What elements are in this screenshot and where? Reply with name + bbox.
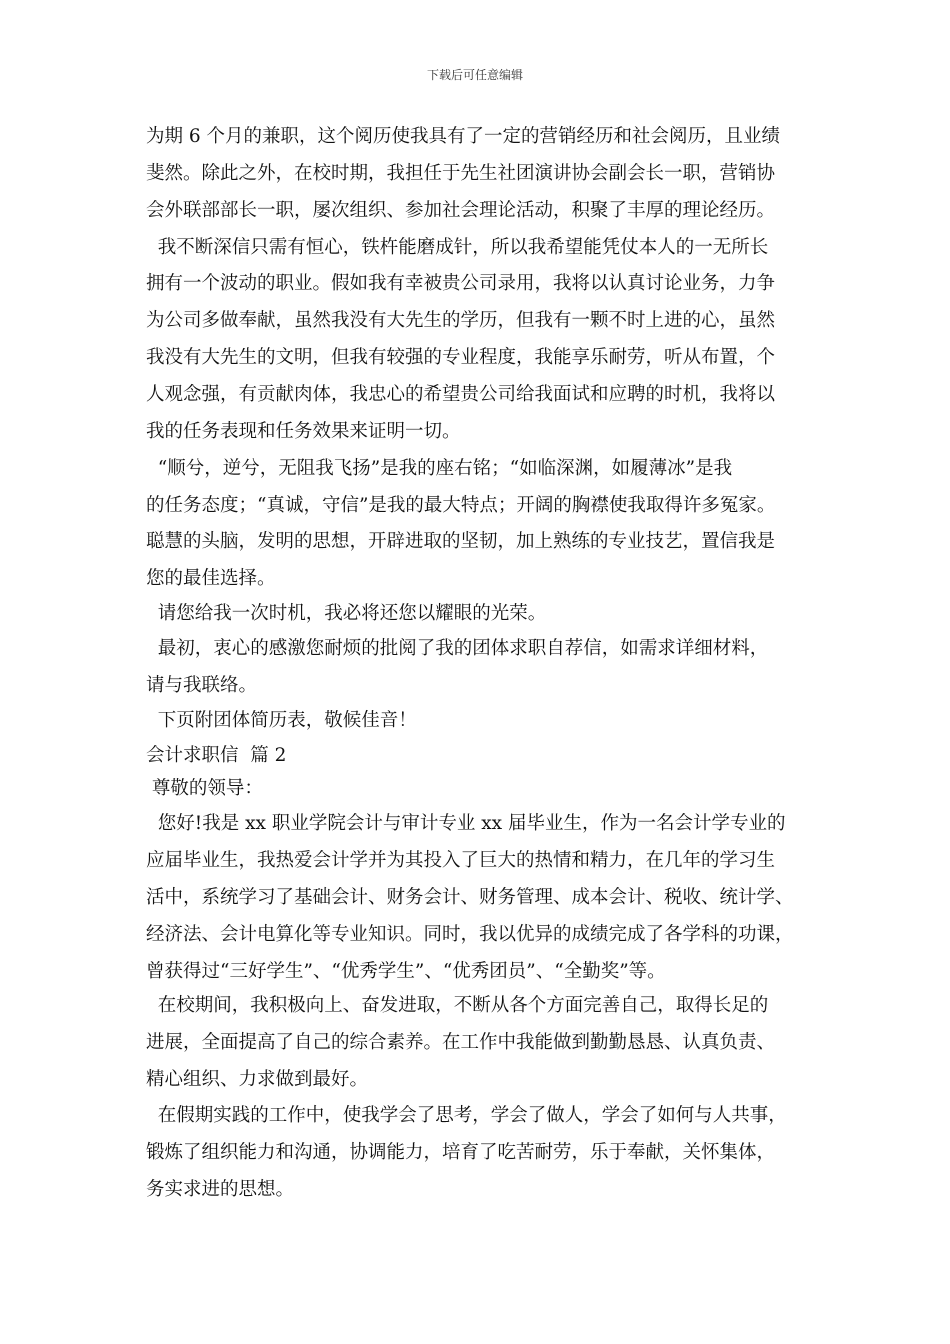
- text-line: 为期 6 个月的兼职，这个阅历使我具有了一定的营销经历和社会阅历，且业绩: [146, 126, 781, 147]
- text-line: 为公司多做奉献，虽然我没有大先生的学历，但我有一颗不时上进的心，虽然: [146, 310, 776, 331]
- text-line: 请您给我一次时机，我必将还您以耀眼的光荣。: [146, 603, 547, 624]
- page-header: 下载后可任意编辑: [426, 68, 523, 82]
- text-line: 锻炼了组织能力和沟通，协调能力，培育了吃苦耐劳，乐于奉献，关怀集体，: [146, 1142, 776, 1163]
- text-line: 我没有大先生的文明，但我有较强的专业程度，我能享乐耐劳，听从布置，个: [146, 347, 776, 368]
- text-line: 人观念强，有贡献肉体，我忠心的希望贵公司给我面试和应聘的时机，我将以: [146, 384, 776, 405]
- text-line: 精心组织、力求做到最好。: [146, 1069, 369, 1090]
- text-line: 的任务态度；“真诚，守信”是我的最大特点；开阔的胸襟使我取得许多冤家。: [146, 495, 776, 516]
- text-line: 会外联部部长一职，屡次组织、参加社会理论活动，积聚了丰厚的理论经历。: [146, 200, 776, 221]
- text-line: 务实求进的思想。: [146, 1179, 295, 1200]
- text-line: 应届毕业生，我热爱会计学并为其投入了巨大的热情和精力，在几年的学习生: [146, 850, 776, 871]
- section-title: 会计求职信 篇 2: [146, 745, 287, 766]
- text-line: 请与我联络。: [146, 675, 258, 696]
- text-line: 下页附团体简历表，敬候佳音！: [146, 710, 417, 731]
- text-line: 在假期实践的工作中，使我学会了思考，学会了做人，学会了如何与人共事，: [146, 1105, 787, 1126]
- salutation: 尊敬的领导：: [146, 778, 263, 799]
- text-line: 您好!我是 xx 职业学院会计与审计专业 xx 届毕业生，作为一名会计学专业的: [146, 813, 786, 834]
- text-line: 聪慧的头脑，发明的思想，开辟进取的坚韧，加上熟练的专业技艺，置信我是: [146, 531, 776, 552]
- text-line: 斐然。除此之外，在校时期，我担任于先生社团演讲协会副会长一职，营销协: [146, 163, 776, 184]
- text-line: “顺兮，逆兮，无阻我飞扬”是我的座右铭；“如临深渊，如履薄冰”是我: [146, 458, 733, 479]
- text-line: 您的最佳选择。: [146, 568, 276, 589]
- text-line: 最初，衷心的感激您耐烦的批阅了我的团体求职自荐信，如需求详细材料，: [146, 638, 769, 659]
- text-line: 经济法、会计电算化等专业知识。同时，我以优异的成绩完成了各学科的功课，: [146, 924, 794, 945]
- text-line: 曾获得过“三好学生”、“优秀学生”、“优秀团员”、“全勤奖”等。: [146, 961, 666, 982]
- text-line: 活中，系统学习了基础会计、财务会计、财务管理、成本会计、税收、统计学、: [146, 887, 794, 908]
- text-line: 在校期间，我积极向上、奋发进取，不断从各个方面完善自己，取得长足的: [146, 995, 769, 1016]
- text-line: 进展，全面提高了自己的综合素养。在工作中我能做到勤勤恳恳、认真负责、: [146, 1032, 776, 1053]
- text-line: 我不断深信只需有恒心，铁杵能磨成针，所以我希望能凭仗本人的一无所长: [146, 237, 769, 258]
- text-line: 拥有一个波动的职业。假如我有幸被贵公司录用，我将以认真讨论业务，力争: [146, 273, 776, 294]
- text-line: 我的任务表现和任务效果来证明一切。: [146, 421, 461, 442]
